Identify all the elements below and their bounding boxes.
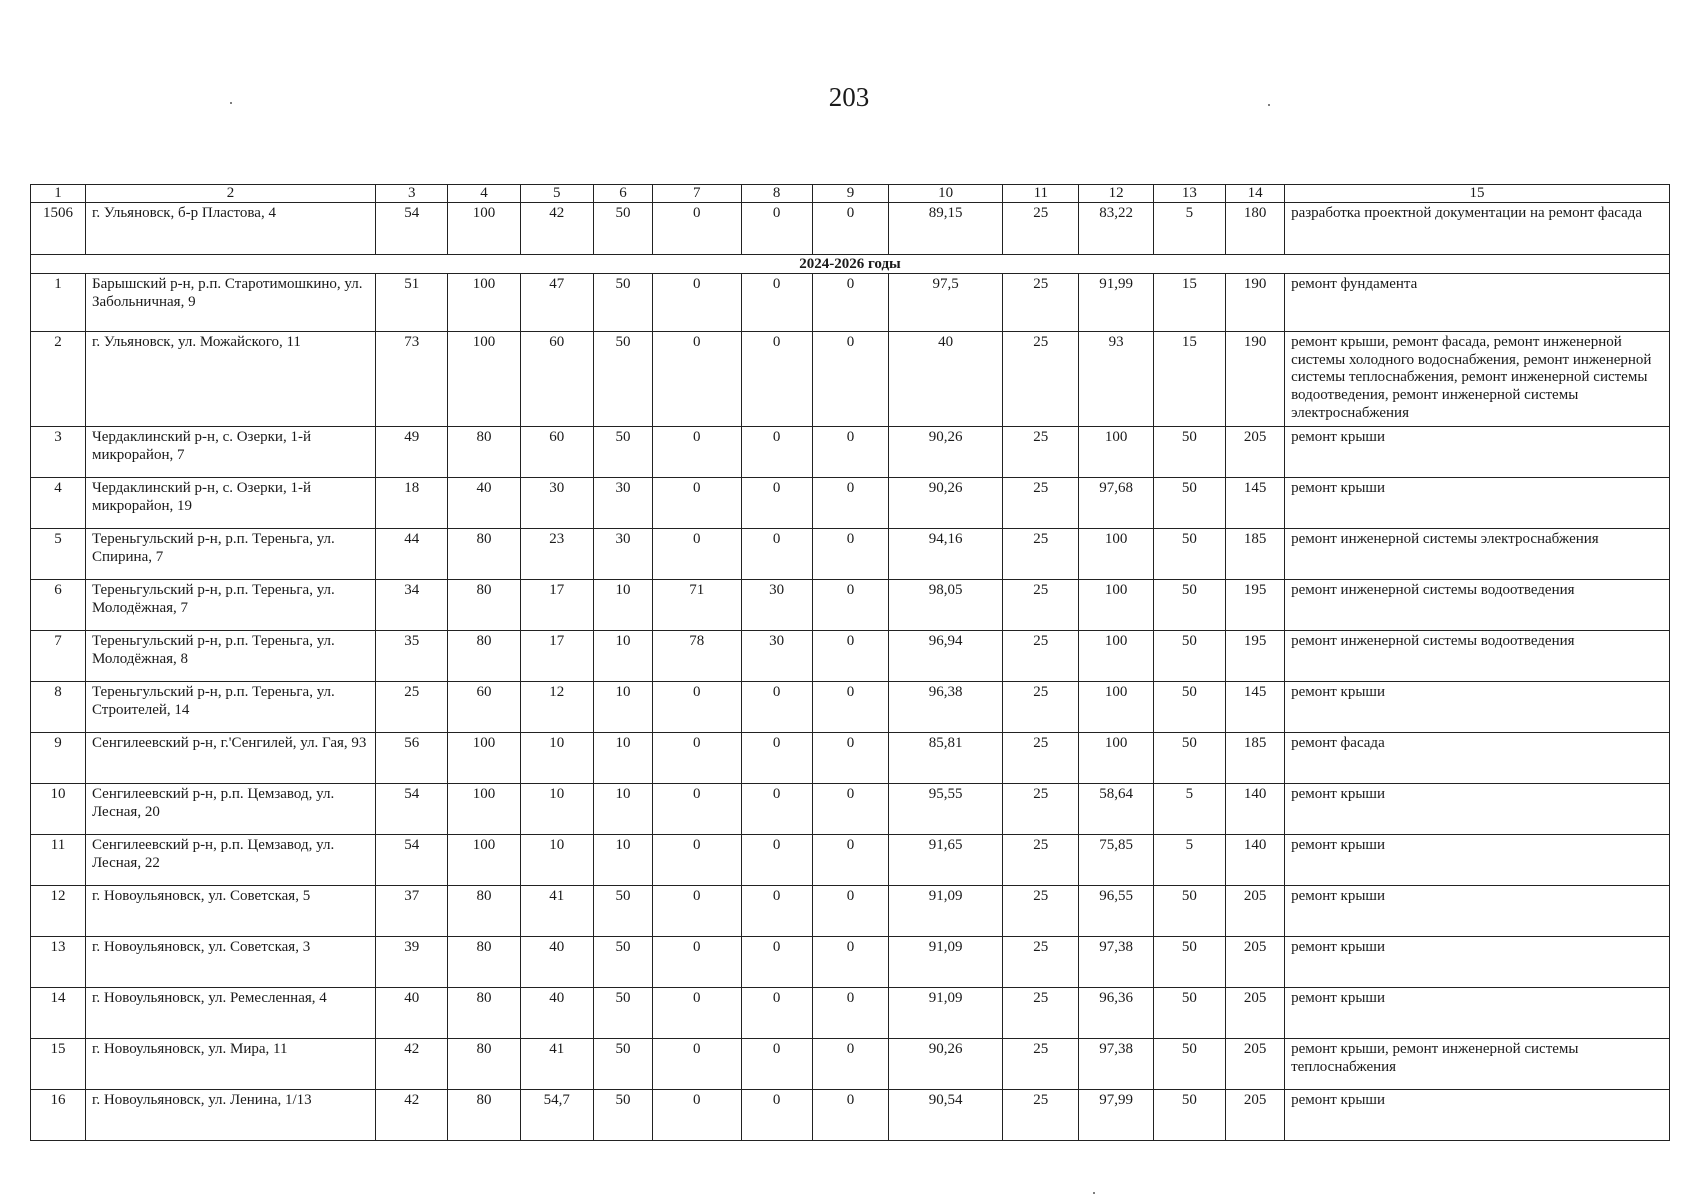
- value-cell: 10: [520, 835, 593, 886]
- table-row: [31, 682, 1670, 733]
- value-cell: 0: [652, 937, 741, 988]
- value-cell: 25: [1003, 203, 1079, 255]
- value-cell: 40: [376, 988, 448, 1039]
- value-cell: 140: [1226, 784, 1285, 835]
- value-cell: 60: [520, 427, 593, 478]
- row-number-cell: 8: [31, 682, 86, 733]
- value-cell: 50: [1153, 529, 1225, 580]
- value-cell: 5: [1153, 784, 1225, 835]
- value-cell: 0: [812, 427, 888, 478]
- value-cell: 50: [1153, 631, 1225, 682]
- value-cell: 0: [812, 733, 888, 784]
- value-cell: 50: [1153, 580, 1225, 631]
- address-cell: Сенгилеевский р-н, р.п. Цемзавод, ул. Лесная, 20: [85, 784, 375, 835]
- value-cell: 91,99: [1079, 274, 1153, 332]
- value-cell: 0: [741, 682, 812, 733]
- value-cell: 50: [1153, 682, 1225, 733]
- value-cell: 10: [593, 580, 652, 631]
- value-cell: 0: [812, 886, 888, 937]
- column-header: 4: [448, 185, 520, 203]
- work-type-cell: ремонт инженерной системы электроснабжения: [1285, 529, 1670, 580]
- value-cell: 0: [741, 1090, 812, 1141]
- value-cell: 25: [1003, 835, 1079, 886]
- address-cell: Сенгилеевский р-н, г.'Сенгилей, ул. Гая, 93: [85, 733, 375, 784]
- value-cell: 190: [1226, 274, 1285, 332]
- value-cell: 0: [812, 203, 888, 255]
- value-cell: 37: [376, 886, 448, 937]
- value-cell: 91,09: [889, 886, 1003, 937]
- value-cell: 97,38: [1079, 1039, 1153, 1090]
- value-cell: 42: [376, 1039, 448, 1090]
- value-cell: 85,81: [889, 733, 1003, 784]
- address-cell: Тереньгульский р-н, р.п. Тереньга, ул. Строителей, 14: [85, 682, 375, 733]
- value-cell: 54,7: [520, 1090, 593, 1141]
- row-number-cell: 1506: [31, 203, 86, 255]
- value-cell: 54: [376, 835, 448, 886]
- work-type-cell: ремонт крыши: [1285, 427, 1670, 478]
- value-cell: 0: [812, 784, 888, 835]
- value-cell: 0: [812, 1090, 888, 1141]
- value-cell: 95,55: [889, 784, 1003, 835]
- value-cell: 50: [1153, 427, 1225, 478]
- value-cell: 18: [376, 478, 448, 529]
- value-cell: 96,94: [889, 631, 1003, 682]
- table-row: [31, 1039, 1670, 1090]
- value-cell: 80: [448, 631, 520, 682]
- column-header: 3: [376, 185, 448, 203]
- value-cell: 10: [520, 733, 593, 784]
- column-header: 1: [31, 185, 86, 203]
- value-cell: 30: [593, 529, 652, 580]
- table-row: [31, 580, 1670, 631]
- value-cell: 0: [741, 529, 812, 580]
- value-cell: 50: [1153, 733, 1225, 784]
- value-cell: 0: [652, 427, 741, 478]
- value-cell: 41: [520, 1039, 593, 1090]
- value-cell: 0: [652, 733, 741, 784]
- table-row: [31, 1090, 1670, 1141]
- value-cell: 0: [652, 203, 741, 255]
- value-cell: 0: [652, 332, 741, 427]
- value-cell: 30: [741, 580, 812, 631]
- value-cell: 12: [520, 682, 593, 733]
- value-cell: 5: [1153, 835, 1225, 886]
- value-cell: 0: [812, 580, 888, 631]
- value-cell: 50: [1153, 1039, 1225, 1090]
- value-cell: 40: [520, 988, 593, 1039]
- value-cell: 80: [448, 937, 520, 988]
- value-cell: 0: [652, 478, 741, 529]
- row-number-cell: 14: [31, 988, 86, 1039]
- value-cell: 54: [376, 784, 448, 835]
- row-number-cell: 7: [31, 631, 86, 682]
- value-cell: 5: [1153, 203, 1225, 255]
- value-cell: 0: [812, 631, 888, 682]
- value-cell: 0: [812, 478, 888, 529]
- value-cell: 47: [520, 274, 593, 332]
- value-cell: 205: [1226, 1039, 1285, 1090]
- value-cell: 98,05: [889, 580, 1003, 631]
- value-cell: 10: [593, 733, 652, 784]
- value-cell: 50: [593, 427, 652, 478]
- value-cell: 80: [448, 580, 520, 631]
- column-header: 13: [1153, 185, 1225, 203]
- value-cell: 140: [1226, 835, 1285, 886]
- value-cell: 50: [1153, 988, 1225, 1039]
- row-number-cell: 5: [31, 529, 86, 580]
- value-cell: 80: [448, 529, 520, 580]
- value-cell: 30: [593, 478, 652, 529]
- value-cell: 10: [593, 631, 652, 682]
- value-cell: 60: [520, 332, 593, 427]
- value-cell: 10: [520, 784, 593, 835]
- value-cell: 100: [1079, 427, 1153, 478]
- column-header: 10: [889, 185, 1003, 203]
- value-cell: 39: [376, 937, 448, 988]
- value-cell: 50: [593, 937, 652, 988]
- address-cell: г. Ульяновск, б-р Пластова, 4: [85, 203, 375, 255]
- column-header: 11: [1003, 185, 1079, 203]
- row-number-cell: 6: [31, 580, 86, 631]
- value-cell: 0: [812, 332, 888, 427]
- value-cell: 80: [448, 988, 520, 1039]
- value-cell: 94,16: [889, 529, 1003, 580]
- value-cell: 100: [1079, 631, 1153, 682]
- value-cell: 50: [593, 1039, 652, 1090]
- value-cell: 89,15: [889, 203, 1003, 255]
- table-row: [31, 988, 1670, 1039]
- value-cell: 58,64: [1079, 784, 1153, 835]
- address-cell: г. Новоульяновск, ул. Советская, 3: [85, 937, 375, 988]
- value-cell: 90,26: [889, 427, 1003, 478]
- address-cell: г. Новоульяновск, ул. Советская, 5: [85, 886, 375, 937]
- value-cell: 25: [1003, 580, 1079, 631]
- value-cell: 41: [520, 886, 593, 937]
- value-cell: 40: [889, 332, 1003, 427]
- value-cell: 25: [1003, 733, 1079, 784]
- value-cell: 0: [812, 682, 888, 733]
- value-cell: 60: [448, 682, 520, 733]
- value-cell: 50: [593, 886, 652, 937]
- value-cell: 180: [1226, 203, 1285, 255]
- value-cell: 100: [1079, 733, 1153, 784]
- value-cell: 34: [376, 580, 448, 631]
- value-cell: 78: [652, 631, 741, 682]
- value-cell: 10: [593, 784, 652, 835]
- value-cell: 195: [1226, 631, 1285, 682]
- row-number-cell: 16: [31, 1090, 86, 1141]
- value-cell: 25: [1003, 274, 1079, 332]
- row-number-cell: 4: [31, 478, 86, 529]
- value-cell: 0: [741, 274, 812, 332]
- work-type-cell: ремонт крыши: [1285, 988, 1670, 1039]
- value-cell: 40: [520, 937, 593, 988]
- column-header: 9: [812, 185, 888, 203]
- row-number-cell: 3: [31, 427, 86, 478]
- value-cell: 25: [1003, 1090, 1079, 1141]
- value-cell: 90,54: [889, 1090, 1003, 1141]
- column-header: 5: [520, 185, 593, 203]
- value-cell: 50: [593, 332, 652, 427]
- value-cell: 205: [1226, 937, 1285, 988]
- value-cell: 91,65: [889, 835, 1003, 886]
- value-cell: 49: [376, 427, 448, 478]
- value-cell: 100: [448, 332, 520, 427]
- row-number-cell: 2: [31, 332, 86, 427]
- address-cell: г. Новоульяновск, ул. Ленина, 1/13: [85, 1090, 375, 1141]
- work-type-cell: ремонт крыши: [1285, 682, 1670, 733]
- value-cell: 0: [812, 274, 888, 332]
- value-cell: 83,22: [1079, 203, 1153, 255]
- value-cell: 54: [376, 203, 448, 255]
- value-cell: 25: [1003, 682, 1079, 733]
- column-header: 7: [652, 185, 741, 203]
- value-cell: 25: [1003, 631, 1079, 682]
- value-cell: 205: [1226, 1090, 1285, 1141]
- value-cell: 25: [1003, 988, 1079, 1039]
- address-cell: Чердаклинский р-н, с. Озерки, 1-й микрорайон, 19: [85, 478, 375, 529]
- table-row: [31, 733, 1670, 784]
- value-cell: 25: [1003, 332, 1079, 427]
- row-number-cell: 11: [31, 835, 86, 886]
- value-cell: 50: [1153, 1090, 1225, 1141]
- work-type-cell: ремонт крыши, ремонт фасада, ремонт инженерной системы холодного водоснабжения, ремонт инженерной системы теплоснабжения, ремонт инженерной системы водоотведения, ремонт инженерной системы электроснабжения: [1285, 332, 1670, 427]
- value-cell: 0: [812, 1039, 888, 1090]
- value-cell: 100: [448, 733, 520, 784]
- value-cell: 0: [652, 784, 741, 835]
- table-row: [31, 332, 1670, 427]
- row-number-cell: 1: [31, 274, 86, 332]
- value-cell: 93: [1079, 332, 1153, 427]
- work-type-cell: ремонт крыши, ремонт инженерной системы теплоснабжения: [1285, 1039, 1670, 1090]
- register-table: [30, 184, 1670, 1141]
- row-number-cell: 12: [31, 886, 86, 937]
- value-cell: 80: [448, 886, 520, 937]
- work-type-cell: ремонт фасада: [1285, 733, 1670, 784]
- table-row: [31, 274, 1670, 332]
- value-cell: 25: [376, 682, 448, 733]
- value-cell: 0: [812, 988, 888, 1039]
- value-cell: 25: [1003, 478, 1079, 529]
- value-cell: 50: [593, 274, 652, 332]
- scan-speck: [230, 102, 232, 104]
- work-type-cell: ремонт крыши: [1285, 886, 1670, 937]
- value-cell: 100: [448, 203, 520, 255]
- period-title: 2024-2026 годы: [31, 255, 1670, 274]
- column-header: 8: [741, 185, 812, 203]
- column-header: 12: [1079, 185, 1153, 203]
- value-cell: 42: [520, 203, 593, 255]
- value-cell: 0: [741, 332, 812, 427]
- value-cell: 97,5: [889, 274, 1003, 332]
- value-cell: 50: [593, 988, 652, 1039]
- value-cell: 0: [652, 274, 741, 332]
- address-cell: Тереньгульский р-н, р.п. Тереньга, ул. Молодёжная, 8: [85, 631, 375, 682]
- work-type-cell: ремонт крыши: [1285, 478, 1670, 529]
- value-cell: 15: [1153, 274, 1225, 332]
- value-cell: 15: [1153, 332, 1225, 427]
- value-cell: 205: [1226, 427, 1285, 478]
- work-type-cell: разработка проектной документации на ремонт фасада: [1285, 203, 1670, 255]
- column-header: 6: [593, 185, 652, 203]
- value-cell: 0: [652, 1039, 741, 1090]
- address-cell: г. Новоульяновск, ул. Ремесленная, 4: [85, 988, 375, 1039]
- value-cell: 80: [448, 1039, 520, 1090]
- value-cell: 23: [520, 529, 593, 580]
- value-cell: 0: [652, 529, 741, 580]
- value-cell: 56: [376, 733, 448, 784]
- address-cell: Сенгилеевский р-н, р.п. Цемзавод, ул. Лесная, 22: [85, 835, 375, 886]
- value-cell: 90,26: [889, 1039, 1003, 1090]
- value-cell: 0: [652, 988, 741, 1039]
- value-cell: 25: [1003, 784, 1079, 835]
- value-cell: 97,99: [1079, 1090, 1153, 1141]
- row-number-cell: 13: [31, 937, 86, 988]
- value-cell: 100: [448, 835, 520, 886]
- value-cell: 17: [520, 631, 593, 682]
- row-number-cell: 15: [31, 1039, 86, 1090]
- value-cell: 51: [376, 274, 448, 332]
- work-type-cell: ремонт крыши: [1285, 835, 1670, 886]
- row-number-cell: 10: [31, 784, 86, 835]
- value-cell: 0: [741, 427, 812, 478]
- value-cell: 80: [448, 1090, 520, 1141]
- address-cell: Тереньгульский р-н, р.п. Тереньга, ул. Спирина, 7: [85, 529, 375, 580]
- value-cell: 91,09: [889, 937, 1003, 988]
- address-cell: г. Новоульяновск, ул. Мира, 11: [85, 1039, 375, 1090]
- value-cell: 0: [741, 478, 812, 529]
- value-cell: 0: [812, 937, 888, 988]
- value-cell: 0: [812, 529, 888, 580]
- address-cell: Барышский р-н, р.п. Старотимошкино, ул. Забольничная, 9: [85, 274, 375, 332]
- work-type-cell: ремонт инженерной системы водоотведения: [1285, 631, 1670, 682]
- value-cell: 0: [741, 1039, 812, 1090]
- table-row: [31, 529, 1670, 580]
- value-cell: 0: [741, 203, 812, 255]
- address-cell: г. Ульяновск, ул. Можайского, 11: [85, 332, 375, 427]
- value-cell: 44: [376, 529, 448, 580]
- value-cell: 10: [593, 835, 652, 886]
- row-number-cell: 9: [31, 733, 86, 784]
- column-header: 2: [85, 185, 375, 203]
- table-row: [31, 631, 1670, 682]
- value-cell: 25: [1003, 427, 1079, 478]
- column-header: 14: [1226, 185, 1285, 203]
- value-cell: 0: [741, 886, 812, 937]
- value-cell: 100: [1079, 682, 1153, 733]
- value-cell: 185: [1226, 529, 1285, 580]
- value-cell: 0: [741, 937, 812, 988]
- value-cell: 50: [593, 203, 652, 255]
- table-row: [31, 835, 1670, 886]
- value-cell: 97,38: [1079, 937, 1153, 988]
- value-cell: 50: [1153, 886, 1225, 937]
- value-cell: 25: [1003, 937, 1079, 988]
- value-cell: 0: [652, 1090, 741, 1141]
- value-cell: 75,85: [1079, 835, 1153, 886]
- value-cell: 30: [520, 478, 593, 529]
- value-cell: 96,55: [1079, 886, 1153, 937]
- column-header-row: [31, 185, 1670, 203]
- work-type-cell: ремонт инженерной системы водоотведения: [1285, 580, 1670, 631]
- work-type-cell: ремонт фундамента: [1285, 274, 1670, 332]
- value-cell: 73: [376, 332, 448, 427]
- table-row: [31, 886, 1670, 937]
- page-number: 203: [828, 82, 870, 112]
- value-cell: 40: [448, 478, 520, 529]
- value-cell: 96,36: [1079, 988, 1153, 1039]
- value-cell: 100: [1079, 529, 1153, 580]
- value-cell: 35: [376, 631, 448, 682]
- value-cell: 0: [652, 886, 741, 937]
- table-row: [31, 937, 1670, 988]
- value-cell: 50: [593, 1090, 652, 1141]
- value-cell: 25: [1003, 1039, 1079, 1090]
- address-cell: Чердаклинский р-н, с. Озерки, 1-й микрорайон, 7: [85, 427, 375, 478]
- value-cell: 205: [1226, 886, 1285, 937]
- value-cell: 0: [741, 835, 812, 886]
- value-cell: 97,68: [1079, 478, 1153, 529]
- value-cell: 25: [1003, 529, 1079, 580]
- work-type-cell: ремонт крыши: [1285, 784, 1670, 835]
- value-cell: 10: [593, 682, 652, 733]
- value-cell: 71: [652, 580, 741, 631]
- value-cell: 145: [1226, 682, 1285, 733]
- value-cell: 0: [741, 988, 812, 1039]
- value-cell: 100: [448, 274, 520, 332]
- value-cell: 0: [741, 733, 812, 784]
- value-cell: 0: [812, 835, 888, 886]
- value-cell: 0: [652, 835, 741, 886]
- scan-speck: [1268, 104, 1270, 106]
- address-cell: Тереньгульский р-н, р.п. Тереньга, ул. Молодёжная, 7: [85, 580, 375, 631]
- value-cell: 100: [448, 784, 520, 835]
- table-row: [31, 427, 1670, 478]
- value-cell: 185: [1226, 733, 1285, 784]
- table-row: [31, 478, 1670, 529]
- value-cell: 0: [652, 682, 741, 733]
- period-row: [31, 255, 1670, 274]
- value-cell: 91,09: [889, 988, 1003, 1039]
- table-row: [31, 784, 1670, 835]
- work-type-cell: ремонт крыши: [1285, 1090, 1670, 1141]
- value-cell: 100: [1079, 580, 1153, 631]
- value-cell: 50: [1153, 478, 1225, 529]
- value-cell: 145: [1226, 478, 1285, 529]
- scan-speck: [1093, 1192, 1095, 1194]
- value-cell: 50: [1153, 937, 1225, 988]
- table-row: [31, 203, 1670, 255]
- value-cell: 90,26: [889, 478, 1003, 529]
- value-cell: 17: [520, 580, 593, 631]
- value-cell: 195: [1226, 580, 1285, 631]
- value-cell: 190: [1226, 332, 1285, 427]
- value-cell: 30: [741, 631, 812, 682]
- value-cell: 80: [448, 427, 520, 478]
- value-cell: 205: [1226, 988, 1285, 1039]
- value-cell: 96,38: [889, 682, 1003, 733]
- column-header: 15: [1285, 185, 1670, 203]
- work-type-cell: ремонт крыши: [1285, 937, 1670, 988]
- value-cell: 25: [1003, 886, 1079, 937]
- value-cell: 42: [376, 1090, 448, 1141]
- value-cell: 0: [741, 784, 812, 835]
